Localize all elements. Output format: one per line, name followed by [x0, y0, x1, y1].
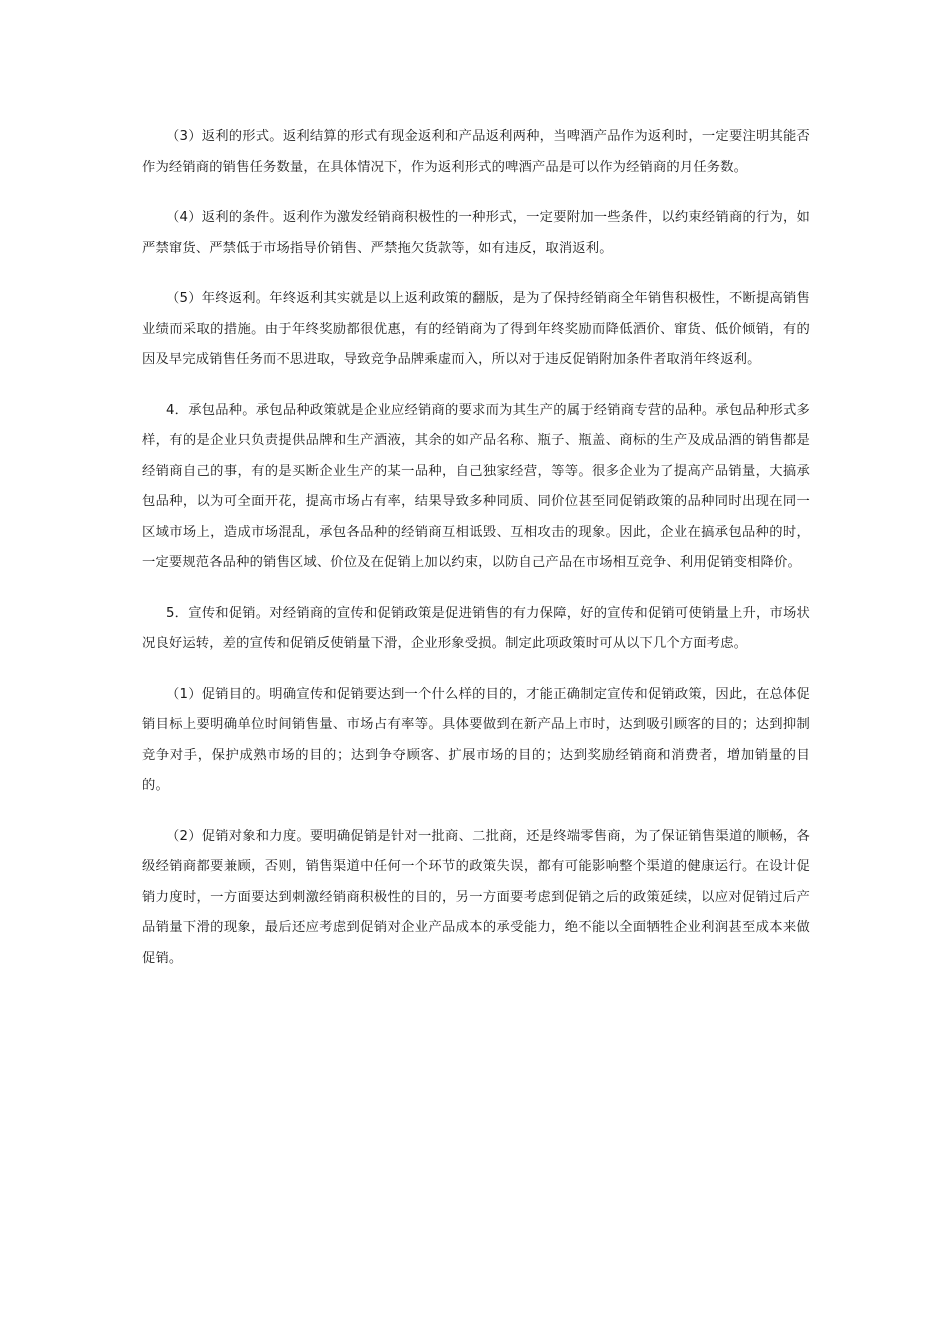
paragraph-rebate-form: （3）返利的形式。返利结算的形式有现金返利和产品返利两种，当啤酒产品作为返利时，一定要注明其能否作为经销商的销售任务数量，在具体情况下，作为返利形式的啤酒产品是可以作为经销商的月任务数。 — [142, 129, 810, 175]
paragraph-promotion-purpose: （1）促销目的。明确宣传和促销要达到一个什么样的目的，才能正确制定宣传和促销政策，因此，在总体促销目标上要明确单位时间销售量、市场占有率等。具体要做到在新产品上市时，达到吸引顾客的目的；达到抑制竞争对手，保护成熟市场的目的；达到争夺顾客、扩展市场的目的；达到奖励经销商和消费者，增加销量的目的。 — [142, 686, 810, 793]
paragraph-publicity-promotion: 5．宣传和促销。对经销商的宣传和促销政策是促进销售的有力保障，好的宣传和促销可使销量上升，市场状况良好运转，差的宣传和促销反使销量下滑，企业形象受损。制定此项政策时可从以下几个方面考虑。 — [142, 605, 810, 651]
paragraph-year-end-rebate: （5）年终返利。年终返利其实就是以上返利政策的翻版，是为了保持经销商全年销售积极性，不断提高销售业绩而采取的措施。由于年终奖励都很优惠，有的经销商为了得到年终奖励而降低酒价、窜货、低价倾销，有的因及早完成销售任务而不思进取，导致竞争品牌乘虚而入，所以对于违反促销附加条件者取消年终返利。 — [142, 291, 810, 367]
paragraph-promotion-target-intensity: （2）促销对象和力度。要明确促销是针对一批商、二批商，还是终端零售商，为了保证销售渠道的顺畅，各级经销商都要兼顾，否则，销售渠道中任何一个环节的政策失误，都有可能影响整个渠道的健康运行。在设计促销力度时，一方面要达到刺激经销商积极性的目的，另一方面要考虑到促销之后的政策延续，以应对促销过后产品销量下滑的现象，最后还应考虑到促销对企业产品成本的承受能力，绝不能以全面牺牲企业利润甚至成本来做促销。 — [142, 828, 810, 966]
document-page — [142, 122, 810, 994]
paragraph-contracted-varieties: 4．承包品种。承包品种政策就是企业应经销商的要求而为其生产的属于经销商专营的品种。承包品种形式多样，有的是企业只负责提供品牌和生产酒液，其余的如产品名称、瓶子、瓶盖、商标的生产及成品酒的销售都是经销商自己的事，有的是买断企业生产的某一品种，自己独家经营，等等。很多企业为了提高产品销量，大搞承包品种，以为可全面开花，提高市场占有率，结果导致多种同质、同价位甚至同促销政策的品种同时出现在同一区域市场上，造成市场混乱，承包各品种的经销商互相诋毁、互相攻击的现象。因此，企业在搞承包品种的时，一定要规范各品种的销售区域、价位及在促销上加以约束，以防自己产品在市场相互竞争、利用促销变相降价。 — [142, 402, 810, 570]
paragraph-rebate-conditions: （4）返利的条件。返利作为激发经销商积极性的一种形式，一定要附加一些条件，以约束经销商的行为，如严禁窜货、严禁低于市场指导价销售、严禁拖欠货款等，如有违反，取消返利。 — [142, 210, 810, 256]
